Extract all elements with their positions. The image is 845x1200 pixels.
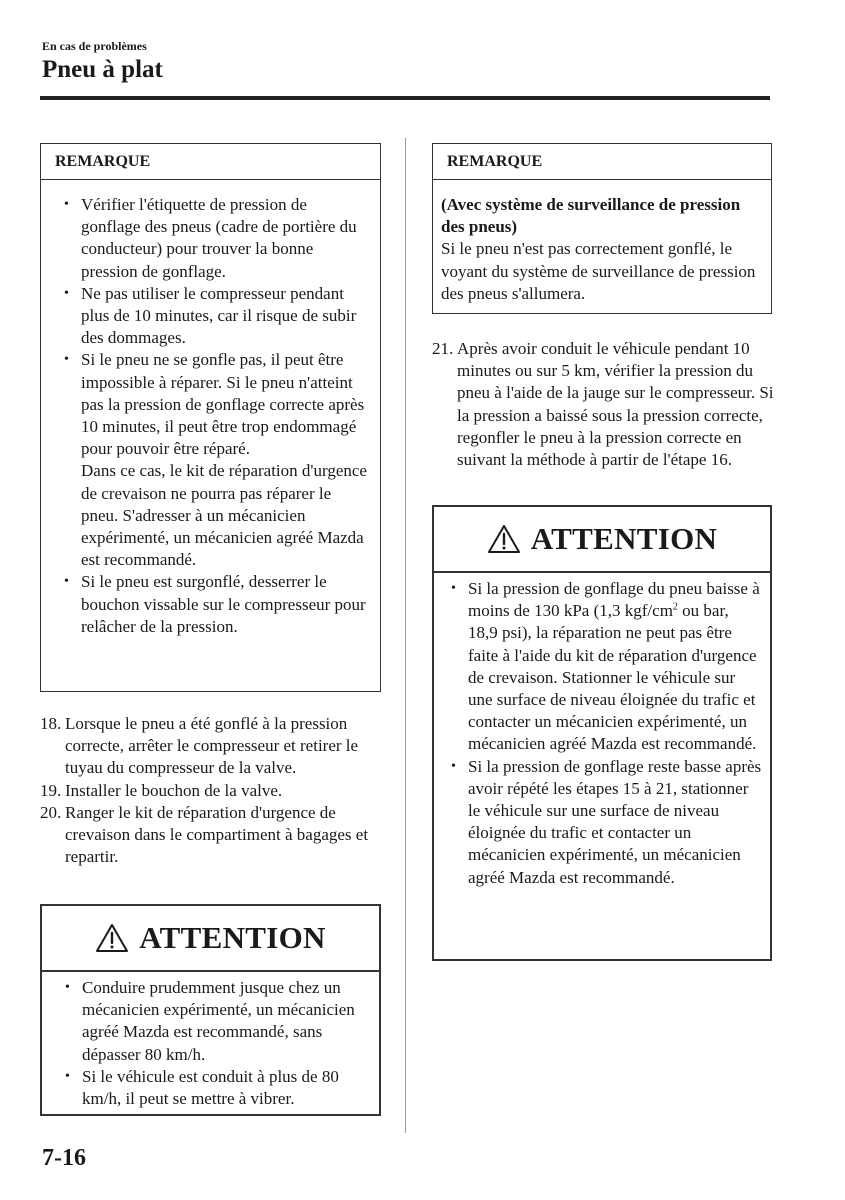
left-note-box bbox=[40, 143, 381, 692]
left-note-body bbox=[41, 180, 380, 638]
step-number: 18. bbox=[40, 714, 62, 733]
right-attention-title: ATTENTION bbox=[530, 521, 718, 556]
warning-triangle-icon bbox=[95, 923, 129, 953]
right-note-heading: REMARQUE bbox=[433, 144, 771, 180]
warning-triangle-icon bbox=[487, 524, 521, 554]
right-note-intro: (Avec système de surveillance de pression des pneus) bbox=[441, 195, 741, 237]
right-attention-box bbox=[432, 505, 772, 961]
right-note-box bbox=[432, 143, 772, 314]
step-text: Installer le bouchon de la valve. bbox=[65, 780, 283, 800]
step-item bbox=[40, 780, 370, 802]
right-attention-body bbox=[434, 573, 770, 889]
right-attention-list bbox=[434, 578, 762, 889]
left-attention-body bbox=[42, 972, 379, 1110]
step-number: 20. bbox=[40, 802, 62, 822]
left-note-list bbox=[47, 194, 370, 460]
right-note-body bbox=[433, 180, 771, 305]
steps-right bbox=[432, 338, 777, 471]
step-number: 21. bbox=[432, 339, 454, 358]
step-item bbox=[40, 713, 370, 780]
step-text: Après avoir conduit le véhicule pendant 10 minutes ou sur 5 km, vérifier la pression du pneu à l'aide de la jauge sur le compresseur. Si la pression a baissé sous la pression correcte, regonfler le pneu à la pression correcte en suivant la méthode à partir de l'étape 16. bbox=[457, 339, 774, 470]
right-note-text: Si le pneu n'est pas correctement gonflé, le voyant du système de surveillance de pression des pneus s'allumera. bbox=[441, 239, 756, 303]
page-title: Pneu à plat bbox=[42, 56, 163, 83]
step-item bbox=[432, 338, 777, 471]
right-attention-header bbox=[434, 507, 770, 573]
column-divider bbox=[405, 138, 406, 1133]
list-item: • Si le véhicule est conduit à plus de 80 km/h, il peut se mettre à vibrer. bbox=[48, 1066, 369, 1110]
left-attention-box bbox=[40, 904, 381, 1116]
step-text: Ranger le kit de réparation d'urgence de crevaison dans le compartiment à bagages et repartir. bbox=[65, 802, 369, 867]
list-continuation: Dans ce cas, le kit de réparation d'urgence de crevaison ne pourra pas réparer le pneu. S'adresser à un mécanicien expérimenté, un mécanicien agréé Mazda est recommandé. bbox=[81, 461, 367, 570]
list-item: • Vérifier l'étiquette de pression de gonflage des pneus (cadre de portière du conducteur) pour trouver la bonne pression de gonflage. bbox=[47, 194, 370, 283]
list-item bbox=[434, 578, 762, 756]
list-item: • Si le pneu est surgonflé, desserrer le bouchon vissable sur le compresseur pour relâcher de la pression. bbox=[47, 571, 370, 638]
left-note-heading: REMARQUE bbox=[41, 144, 380, 180]
page-number: 7-16 bbox=[42, 1145, 86, 1171]
left-attention-title: ATTENTION bbox=[139, 920, 326, 955]
superscript: 2 bbox=[672, 601, 678, 613]
step-number: 19. bbox=[40, 780, 62, 800]
left-note-list-2 bbox=[47, 571, 370, 638]
list-item-text: Si la pression de gonflage du pneu baisse à moins de 130 kPa (1,3 kgf/cm bbox=[468, 579, 760, 621]
list-item-text: Si le pneu ne se gonfle pas, il peut être impossible à réparer. Si le pneu n'atteint pas la pression de gonflage correcte après 10 minutes, il peut être trop endommagé pour pouvoir être réparé. bbox=[81, 350, 365, 459]
step-item bbox=[40, 802, 370, 869]
list-item: • Conduire prudemment jusque chez un mécanicien expérimenté, un mécanicien agréé Mazda est recommandé, sans dépasser 80 km/h. bbox=[48, 977, 369, 1066]
section-label: En cas de problèmes bbox=[42, 39, 147, 53]
steps-left bbox=[40, 713, 370, 868]
list-item: • Ne pas utiliser le compresseur pendant plus de 10 minutes, car il risque de subir des dommages. bbox=[47, 283, 370, 350]
step-text: Lorsque le pneu a été gonflé à la pression correcte, arrêter le compresseur et retirer le tuyau du compresseur de la valve. bbox=[65, 714, 359, 778]
left-attention-header bbox=[42, 906, 379, 972]
left-attention-list bbox=[48, 977, 369, 1110]
list-item bbox=[47, 349, 370, 460]
list-item: • Si la pression de gonflage reste basse après avoir répété les étapes 15 à 21, stationner le véhicule sur une surface de niveau éloignée du trafic et contacter un mécanicien expérimenté, un mécanicien agréé Mazda est recommandé. bbox=[434, 756, 762, 889]
header-rule bbox=[40, 96, 770, 100]
list-item-text: ou bar, 18,9 psi), la réparation ne peut pas être faite à l'aide du kit de réparation d'urgence de crevaison. Stationner le véhicule sur une surface de niveau éloignée du trafic et contacter un mécanicien expérimenté, un mécanicien agréé Mazda est recommandé. bbox=[468, 601, 757, 754]
